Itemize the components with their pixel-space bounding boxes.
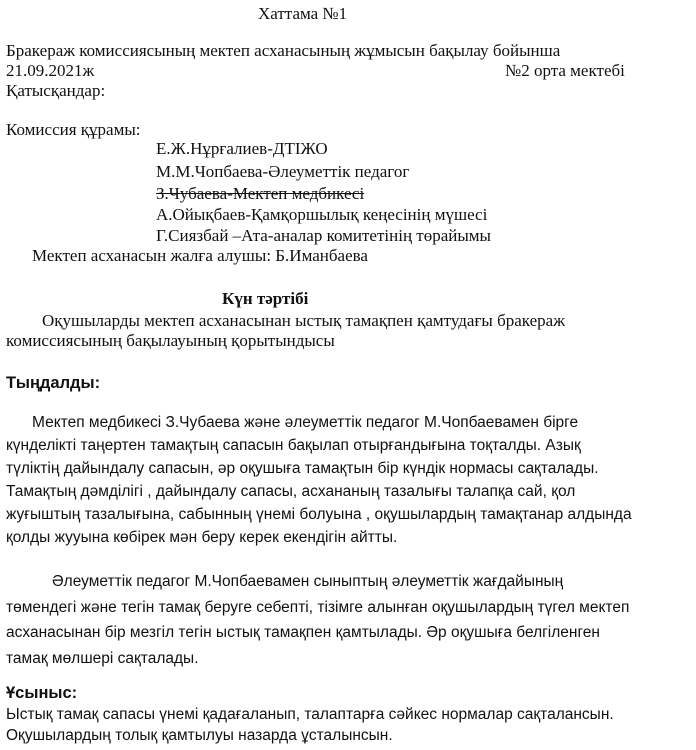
heard-heading: Тыңдалды: [6, 374, 101, 392]
canteen-tenant: Мектеп асханасын жалға алушы: Б.Иманбаева [32, 246, 368, 265]
agenda-line: комиссиясының бақылауының қорытындысы [6, 331, 335, 350]
agenda-line: Оқушыларды мектеп асханасынан ыстық тамақпен қамтудағы бракераж [42, 311, 565, 330]
commission-label: Комиссия құрамы: [6, 120, 141, 139]
commission-member: Г.Сиязбай –Ата-аналар комитетінің төрайымы [156, 226, 491, 245]
paragraph-line: Әлеуметтік педагог М.Чопбаевамен сыныптың әлеуметтік жағдайының [52, 573, 564, 590]
paragraph-line: күнделікті таңертен тамақтың сапасын бақылап отырғандығына тоқталды. Азық [6, 437, 581, 454]
paragraph-line: тамақ мөлшері сақталады. [6, 649, 199, 667]
commission-member: А.Ойықбаев-Қамқоршылық кеңесінің мүшесі [156, 205, 488, 224]
heard-paragraph-2 [6, 569, 688, 671]
paragraph-line: жуғыштың тазалығына, сабынның үнемі болуына , оқушылардың тамақтанар алдында [6, 506, 632, 523]
proposal-heading: Ұсыныс: [6, 684, 78, 702]
document-title: Хаттама №1 [258, 4, 348, 23]
heard-paragraph-1 [6, 411, 688, 549]
commission-member: Е.Ж.Нұрғалиев-ДТІЖО [156, 139, 328, 158]
paragraph-line: қолды жууына көбірек мән беру керек екендігін айтты. [6, 529, 398, 546]
school-name: №2 орта мектебі [505, 61, 625, 80]
paragraph-line: Тамақтың дәмділігі , дайындалу сапасы, асхананың тазалығы талапқа сай, қол [6, 483, 576, 500]
proposal-line: Оқушылардың толық қамтылуы назарда ұсталынсын. [6, 727, 393, 744]
paragraph-line: түліктің дайындалу сапасын, әр оқушыға тамақтын бір күндік нормасы сақталады. [6, 460, 599, 477]
attendees-label: Қатысқандар: [6, 81, 106, 100]
commission-member: З.Чубаева-Мектеп медбикесі [156, 184, 365, 203]
commission-member: М.М.Чопбаева-Әлеуметтік педагог [156, 162, 410, 181]
paragraph-line: асханасынан бір мезгіл тегін ыстық тамақпен қамтылады. Әр оқушыға белгіленген [6, 624, 600, 641]
paragraph-line: Мектеп медбикесі З.Чубаева және әлеуметтік педагог М.Чопбаевамен бірге [32, 414, 579, 431]
document-date: 21.09.2021ж [6, 61, 95, 80]
document-subject: Бракераж комиссиясының мектеп асханасының жұмысын бақылау бойынша [6, 41, 561, 60]
agenda-heading: Күн тәртібі [222, 289, 309, 308]
proposal-line: Ыстық тамақ сапасы үнемі қадағаланып, талаптарға сәйкес нормалар сақталансын. [6, 706, 614, 723]
paragraph-line: төмендегі және тегін тамақ беруге себепті, тізімге алынған оқушылардың түгел мектеп [6, 598, 630, 616]
